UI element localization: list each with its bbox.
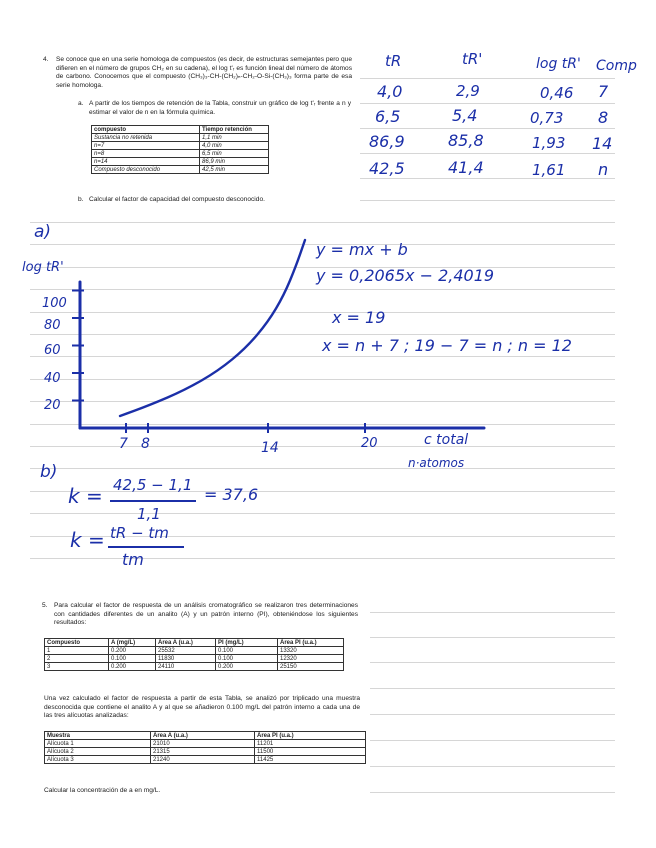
table-row: [45, 647, 344, 655]
hw-header-comp: Comp: [596, 58, 637, 74]
y-tick-label-40: 40: [44, 371, 61, 386]
table-cell: 2: [45, 655, 109, 663]
q5-response-table: [44, 638, 344, 671]
table-row: [92, 150, 269, 158]
x-axis-title-line2: n·atomos: [408, 456, 465, 470]
ruled-line: [30, 222, 615, 223]
table-cell: 0.200: [109, 663, 156, 671]
ruled-line: [30, 446, 615, 447]
q5-final-text: Calcular la concentración de a en mg/L.: [44, 787, 161, 794]
hw-row2-comp: 8: [598, 108, 609, 127]
table-cell: 6,5 min: [200, 150, 269, 158]
table-cell: Compuesto desconocido: [92, 166, 200, 174]
q4-part-a-text: A partir de los tiempos de retención de la Tabla, construir un gráfico de log t'ᵣ frente a n y estimar el valor de n en la fórmula química.: [89, 100, 351, 116]
table-cell: 0.100: [109, 655, 156, 663]
ruled-line: [370, 688, 615, 689]
q4-intro: Se conoce que en una serie homologa de compuestos (es decir, de estructuras semejantes pero que difieren en el número de grupos CH₂ en su cadena), el log t'ᵣ es función lineal del número de átomos de carbono. Conocemos que el compuesto (CH₃)₃-CH-(CH₂)ₙ-CH₂-O-Si-(CH₃)₃ forma parte de esa serie homologa.: [56, 56, 352, 89]
x-axis-title-line1: c total: [424, 432, 469, 448]
q4-part-b-text: Calcular el factor de capacidad del compuesto desconocido.: [89, 196, 265, 203]
x-tick-label-8: 8: [141, 436, 150, 452]
table-cell: Alícuota 1: [45, 740, 151, 748]
table-cell: 42,5 min: [200, 166, 269, 174]
hw-row1-trp: 2,9: [456, 82, 480, 100]
ruled-line: [360, 178, 615, 179]
ruled-line: [30, 356, 615, 357]
table-row: [45, 663, 344, 671]
hw-k-lhs: k =: [68, 484, 103, 508]
hw-row1-comp: 7: [598, 82, 609, 101]
table-cell: 0.200: [216, 663, 278, 671]
table-cell: 0.100: [216, 647, 278, 655]
table-cell: 21010: [151, 740, 255, 748]
table-cell: n=14: [92, 158, 200, 166]
hw-k2-fraction-bar: [108, 546, 184, 548]
hw-row1-log: 0,46: [540, 84, 574, 102]
y-tick-label-60: 60: [44, 343, 61, 358]
hw-eq-3: x = 19: [332, 308, 386, 327]
hw-row3-tr: 86,9: [369, 132, 405, 151]
q4-number: 4.: [43, 56, 49, 63]
table-cell: 11500: [255, 748, 366, 756]
table-cell: 1,1 min: [200, 134, 269, 142]
x-tick-label-20: 20: [361, 436, 378, 451]
q5-number: 5.: [42, 602, 48, 609]
ruled-line: [30, 334, 615, 335]
hw-part-b-mark: b): [40, 462, 58, 482]
table-cell: Sustancia no retenida: [92, 134, 200, 142]
ruled-line: [370, 766, 615, 767]
table-cell: 24110: [156, 663, 216, 671]
table-cell: 11201: [255, 740, 366, 748]
table-row: [45, 655, 344, 663]
ruled-line: [370, 740, 615, 741]
table-header: compuesto: [92, 126, 200, 134]
q5-middle-text: Una vez calculado el factor de respuesta a partir de esta Tabla, se analizó por triplicado una muestra desconocida que contiene el analito A y al que se añadieron 0.100 mg/L del patrón interno a cada una de las tres alícuotas analizadas:: [44, 695, 360, 720]
hw-header-tr-prime: tR': [462, 50, 483, 68]
table-cell: 25150: [278, 663, 344, 671]
x-tick-label-7: 7: [119, 436, 128, 452]
hw-row2-log: 0,73: [530, 109, 564, 127]
ruled-line: [370, 637, 615, 638]
table-row: [45, 748, 366, 756]
ruled-line: [360, 153, 615, 154]
table-cell: 0.100: [216, 655, 278, 663]
table-cell: 21315: [151, 748, 255, 756]
table-header: A (mg/L): [109, 639, 156, 647]
table-header: Área A (u.a.): [156, 639, 216, 647]
hw-header-tr: tR: [385, 52, 402, 70]
table-cell: 0.200: [109, 647, 156, 655]
table-cell: 13320: [278, 647, 344, 655]
y-tick-label-20: 20: [44, 398, 61, 413]
table-cell: 12320: [278, 655, 344, 663]
table-row: [92, 166, 269, 174]
table-row: [92, 158, 269, 166]
hw-eq-1: y = mx + b: [316, 240, 408, 259]
table-cell: 4,0 min: [200, 142, 269, 150]
ruled-line: [370, 662, 615, 663]
table-cell: 3: [45, 663, 109, 671]
y-tick-label-80: 80: [44, 318, 61, 333]
hw-row3-trp: 85,8: [448, 131, 484, 150]
ruled-line: [30, 401, 615, 402]
table-cell: 1: [45, 647, 109, 655]
hw-header-log: log tR': [536, 56, 581, 72]
hw-part-a-mark: a): [34, 222, 52, 242]
table-row: [45, 756, 366, 764]
table-cell: n=7: [92, 142, 200, 150]
ruled-line: [360, 200, 615, 201]
ruled-line: [370, 792, 615, 793]
q4-retention-table: [91, 125, 269, 174]
hw-row4-comp: n: [598, 160, 609, 179]
table-header: Área PI (u.a.): [255, 732, 366, 740]
table-header: Área PI (u.a.): [278, 639, 344, 647]
hw-eq-4: x = n + 7 ; 19 − 7 = n ; n = 12: [322, 336, 572, 355]
table-header: Muestra: [45, 732, 151, 740]
table-row: [92, 134, 269, 142]
hw-k-fraction-bar: [110, 500, 196, 502]
y-tick-label-100: 100: [42, 296, 67, 311]
table-cell: 86,9 min: [200, 158, 269, 166]
ruled-line: [360, 128, 615, 129]
table-row: [92, 142, 269, 150]
hw-row2-trp: 5,4: [452, 106, 478, 125]
ruled-line: [30, 424, 615, 425]
ruled-line: [30, 289, 615, 290]
hw-row3-comp: 14: [592, 134, 613, 153]
table-cell: 25532: [156, 647, 216, 655]
hw-k2-denominator: tm: [122, 550, 144, 569]
hw-row4-log: 1,61: [532, 161, 566, 179]
ruled-line: [30, 312, 615, 313]
hw-k2-lhs: k =: [70, 528, 105, 552]
table-cell: n=8: [92, 150, 200, 158]
hw-eq-2: y = 0,2065x − 2,4019: [316, 266, 495, 285]
table-cell: 11830: [156, 655, 216, 663]
ruled-line: [360, 78, 615, 79]
table-header: Área A (u.a.): [151, 732, 255, 740]
ruled-line: [360, 103, 615, 104]
table-header: Compuesto: [45, 639, 109, 647]
hw-k-denominator: 1,1: [137, 505, 161, 523]
hw-row3-log: 1,93: [532, 134, 566, 152]
table-cell: Alícuota 2: [45, 748, 151, 756]
ruled-line: [370, 714, 615, 715]
table-cell: 21240: [151, 756, 255, 764]
ruled-line: [30, 558, 615, 559]
q4-part-b-label: b.: [78, 196, 84, 203]
ruled-line: [30, 379, 615, 380]
q4-part-a-label: a.: [78, 100, 84, 107]
hw-row2-tr: 6,5: [375, 107, 401, 126]
x-tick-label-14: 14: [261, 440, 279, 456]
table-cell: 11425: [255, 756, 366, 764]
hw-row1-tr: 4,0: [377, 82, 403, 101]
table-row: [45, 740, 366, 748]
hw-k2-numerator: tR − tm: [110, 524, 169, 542]
hw-row4-tr: 42,5: [369, 159, 405, 178]
table-header: PI (mg/L): [216, 639, 278, 647]
hw-row4-trp: 41,4: [448, 158, 484, 177]
table-header: Tiempo retención: [200, 126, 269, 134]
hw-k-numerator: 42,5 − 1,1: [113, 476, 193, 494]
ruled-line: [30, 513, 615, 514]
hw-y-axis-title: log tR': [22, 260, 64, 275]
table-cell: Alícuota 3: [45, 756, 151, 764]
hw-k-result: = 37,6: [204, 485, 259, 504]
ruled-line: [370, 612, 615, 613]
q5-aliquot-table: [44, 731, 366, 764]
q5-intro: Para calcular el factor de respuesta de un análisis cromatográfico se realizaron tres determinaciones con cantidades diferentes de un analito (A) y un patrón interno (PI), obteniéndose los siguientes resultados:: [54, 602, 358, 627]
ruled-line: [30, 468, 615, 469]
